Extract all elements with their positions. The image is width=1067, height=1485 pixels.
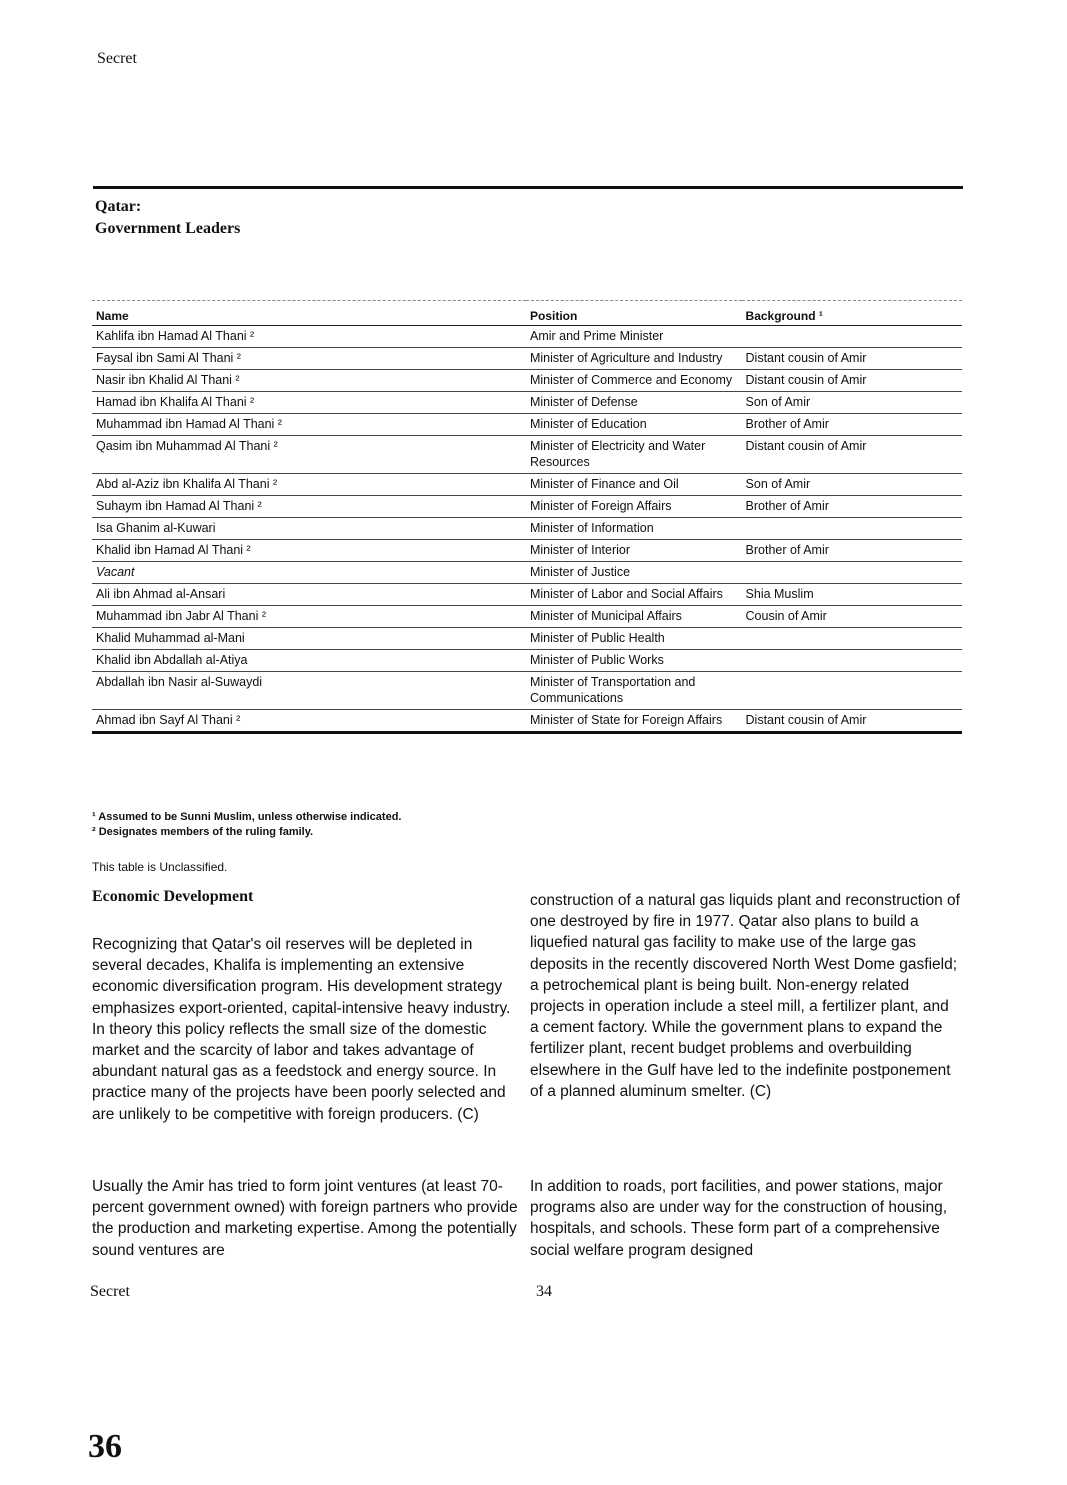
unclassified-note: This table is Unclassified. — [92, 860, 228, 874]
table-row — [92, 650, 962, 672]
cell-name: Faysal ibn Sami Al Thani ² — [92, 348, 526, 370]
cell-background: Distant cousin of Amir — [742, 370, 962, 392]
page-number: 34 — [536, 1283, 552, 1300]
table-header-row — [92, 301, 962, 326]
cell-position: Minister of Finance and Oil — [526, 474, 742, 496]
cell-background: Brother of Amir — [742, 540, 962, 562]
paragraph-text: In addition to roads, port facilities, and power stations, major programs also are under way for the construction of housing, hospitals, and schools. These form part of a comprehensive social welfare program designed — [530, 1178, 948, 1259]
cell-position: Minister of Commerce and Economy — [526, 370, 742, 392]
cell-position: Minister of Transportation and Communications — [526, 672, 742, 710]
table-row — [92, 370, 962, 392]
cell-name: Khalid ibn Hamad Al Thani ² — [92, 540, 526, 562]
table-row — [92, 540, 962, 562]
cell-background — [742, 628, 962, 650]
cell-background: Distant cousin of Amir — [742, 710, 962, 733]
table-row — [92, 672, 962, 710]
government-leaders-table — [92, 300, 962, 734]
footnote-2: ² Designates members of the ruling family. — [92, 826, 314, 838]
table-row — [92, 518, 962, 540]
table-row — [92, 710, 962, 733]
section-heading: Economic Development — [92, 888, 254, 905]
cell-name: Isa Ghanim al-Kuwari — [92, 518, 526, 540]
table-row — [92, 414, 962, 436]
table-row — [92, 496, 962, 518]
cell-background — [742, 650, 962, 672]
cell-position: Minister of Education — [526, 414, 742, 436]
body-paragraph — [530, 890, 960, 1102]
column-header-background: Background ¹ — [742, 301, 962, 326]
classification-marking-top: Secret — [97, 50, 137, 67]
table-row — [92, 628, 962, 650]
cell-position: Minister of Labor and Social Affairs — [526, 584, 742, 606]
table-row — [92, 606, 962, 628]
table-row — [92, 392, 962, 414]
cell-name: Hamad ibn Khalifa Al Thani ² — [92, 392, 526, 414]
cell-position: Minister of Justice — [526, 562, 742, 584]
page-title — [95, 196, 240, 240]
cell-position: Minister of Agriculture and Industry — [526, 348, 742, 370]
footnote-1: ¹ Assumed to be Sunni Muslim, unless otherwise indicated. — [92, 811, 402, 823]
column-header-position: Position — [526, 301, 742, 326]
title-subject: Government Leaders — [95, 220, 241, 237]
title-country: Qatar: — [95, 198, 142, 215]
body-paragraph — [92, 1176, 522, 1261]
cell-name: Khalid ibn Abdallah al-Atiya — [92, 650, 526, 672]
cell-name: Ali ibn Ahmad al-Ansari — [92, 584, 526, 606]
cell-background: Shia Muslim — [742, 584, 962, 606]
cell-name: Abd al-Aziz ibn Khalifa Al Thani ² — [92, 474, 526, 496]
cell-background: Cousin of Amir — [742, 606, 962, 628]
cell-name: Vacant — [92, 562, 526, 584]
cell-background: Distant cousin of Amir — [742, 436, 962, 474]
cell-name: Khalid Muhammad al-Mani — [92, 628, 526, 650]
cell-position: Minister of Public Health — [526, 628, 742, 650]
table-row — [92, 562, 962, 584]
cell-background: Brother of Amir — [742, 414, 962, 436]
body-paragraph — [92, 934, 522, 1125]
cell-background: Son of Amir — [742, 474, 962, 496]
document-page-number: 36 — [88, 1428, 122, 1465]
cell-position: Minister of Electricity and Water Resources — [526, 436, 742, 474]
cell-position: Minister of Defense — [526, 392, 742, 414]
cell-background: Brother of Amir — [742, 496, 962, 518]
paragraph-text: Usually the Amir has tried to form joint ventures (at least 70-percent government owned) with foreign partners who provide the production and marketing expertise. Among the potentially sound ventures are — [92, 1178, 518, 1259]
cell-background: Son of Amir — [742, 392, 962, 414]
cell-position: Minister of Foreign Affairs — [526, 496, 742, 518]
table-row — [92, 348, 962, 370]
cell-background — [742, 518, 962, 540]
cell-position: Amir and Prime Minister — [526, 326, 742, 348]
cell-background: Distant cousin of Amir — [742, 348, 962, 370]
cell-position: Minister of Interior — [526, 540, 742, 562]
classification-marking-bottom: Secret — [90, 1283, 130, 1300]
table-row — [92, 474, 962, 496]
cell-name: Suhaym ibn Hamad Al Thani ² — [92, 496, 526, 518]
paragraph-text: construction of a natural gas liquids plant and reconstruction of one destroyed by fire in 1977. Qatar also plans to build a liquefied natural gas facility to make use of the large gas deposits in the recently discovered North West Dome gasfield; a petrochemical plant is being built. Non-energy related projects in operation include a steel mill, a fertilizer plant, and a cement factory. While the government plans to expand the fertilizer plant, recent budget problems and overbuilding elsewhere in the Gulf have led to the indefinite postponement of a planned aluminum smelter. (C) — [530, 892, 960, 1100]
cell-position: Minister of Information — [526, 518, 742, 540]
cell-name: Qasim ibn Muhammad Al Thani ² — [92, 436, 526, 474]
cell-name: Abdallah ibn Nasir al-Suwaydi — [92, 672, 526, 710]
cell-name: Nasir ibn Khalid Al Thani ² — [92, 370, 526, 392]
cell-background — [742, 326, 962, 348]
title-rule — [93, 186, 963, 189]
table-footnotes — [92, 810, 401, 840]
body-paragraph — [530, 1176, 960, 1261]
cell-name: Muhammad ibn Jabr Al Thani ² — [92, 606, 526, 628]
table-row — [92, 326, 962, 348]
cell-background — [742, 562, 962, 584]
cell-name: Ahmad ibn Sayf Al Thani ² — [92, 710, 526, 733]
cell-position: Minister of Public Works — [526, 650, 742, 672]
table-row — [92, 584, 962, 606]
paragraph-text: Recognizing that Qatar's oil reserves will be depleted in several decades, Khalifa is implementing an extensive economic diversification program. His development strategy emphasizes export-oriented, capital-intensive heavy industry. In theory this policy reflects the small size of the domestic market and the scarcity of labor and takes advantage of abundant natural gas as a feedstock and energy source. In practice many of the projects have been poorly selected and are unlikely to be competitive with foreign producers. (C) — [92, 936, 511, 1123]
column-header-name: Name — [92, 301, 526, 326]
cell-name: Muhammad ibn Hamad Al Thani ² — [92, 414, 526, 436]
cell-background — [742, 672, 962, 710]
cell-name: Kahlifa ibn Hamad Al Thani ² — [92, 326, 526, 348]
cell-position: Minister of State for Foreign Affairs — [526, 710, 742, 733]
cell-position: Minister of Municipal Affairs — [526, 606, 742, 628]
table-row — [92, 436, 962, 474]
